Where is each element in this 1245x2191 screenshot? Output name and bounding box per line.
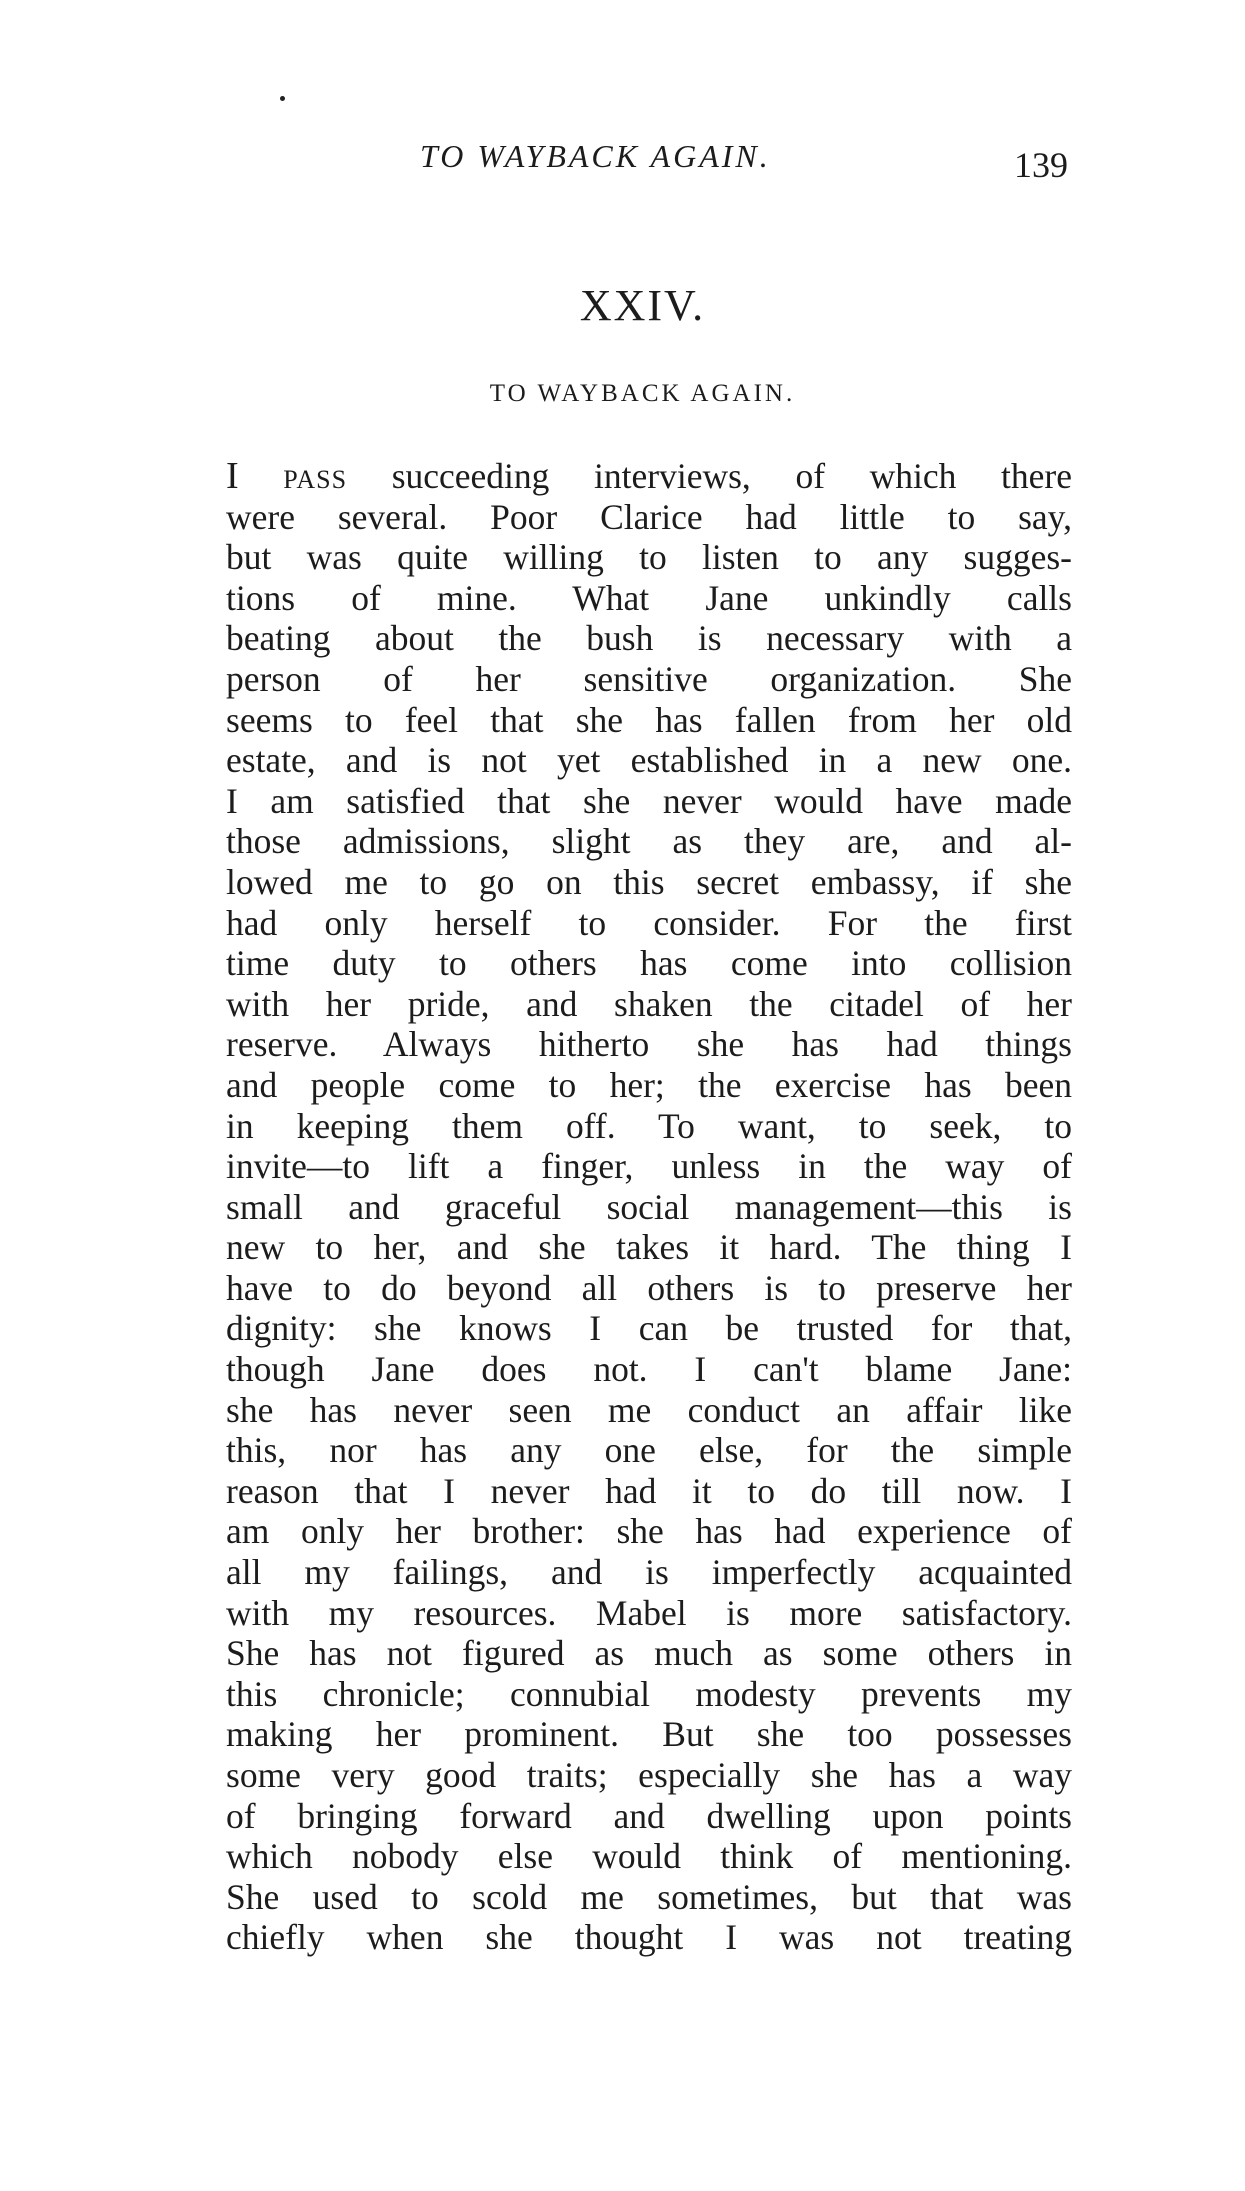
text-line: those admissions, slight as they are, and al- [226,821,1072,862]
text-line: with my resources. Mabel is more satisfactory. [226,1592,1072,1633]
text-line: She has not figured as much as some others in [226,1633,1072,1674]
text-line: of bringing forward and dwelling upon points [226,1795,1072,1836]
text-line: I am satisfied that she never would have made [226,780,1072,821]
text-line-1 [226,456,1072,497]
chapter-title: TO WAYBACK AGAIN. [489,380,796,407]
text-line: have to do beyond all others is to preserve her [226,1267,1072,1308]
page-number: 139 [1014,145,1068,185]
text-line: dignity: she knows I can be trusted for that, [226,1308,1072,1349]
initial-letter: I [226,456,239,497]
text-line: person of her sensitive organization. She [226,658,1072,699]
text-line: am only her brother: she has had experience of [226,1511,1072,1552]
text-line: invite—to lift a finger, unless in the way of [226,1146,1072,1187]
text-line: but was quite willing to listen to any sugges- [226,537,1072,578]
ink-speck [280,96,285,101]
text-line: lowed me to go on this secret embassy, if she [226,861,1072,902]
small-caps-word: PASS [283,465,348,494]
text-line: in keeping them off. To want, to seek, to [226,1105,1072,1146]
text-line: estate, and is not yet established in a new one. [226,740,1072,781]
text-line: new to her, and she takes it hard. The thing I [226,1227,1072,1268]
text-line: which nobody else would think of mentioning. [226,1836,1072,1877]
text-line: had only herself to consider. For the first [226,902,1072,943]
text-line: this chronicle; connubial modesty prevents my [226,1673,1072,1714]
text-line: reason that I never had it to do till now. I [226,1470,1072,1511]
text-line: making her prominent. But she too possesses [226,1714,1072,1755]
text-line: small and graceful social management—this is [226,1186,1072,1227]
text-line: time duty to others has come into collision [226,943,1072,984]
text-line: with her pride, and shaken the citadel of her [226,983,1072,1024]
text-line: were several. Poor Clarice had little to say, [226,496,1072,537]
text-line: tions of mine. What Jane unkindly calls [226,577,1072,618]
text-line: this, nor has any one else, for the simple [226,1430,1072,1471]
running-head: TO WAYBACK AGAIN. [420,138,771,174]
text-line: she has never seen me conduct an affair like [226,1389,1072,1430]
text-line: and people come to her; the exercise has been [226,1064,1072,1105]
chapter-number: XXIV. [579,281,706,330]
text-line: all my failings, and is imperfectly acquainted [226,1552,1072,1593]
text-line: though Jane does not. I can't blame Jane: [226,1349,1072,1390]
text-line: seems to feel that she has fallen from her old [226,699,1072,740]
body-text [226,456,1072,1958]
text-line: some very good traits; especially she has a way [226,1755,1072,1795]
opening-line-rest: succeeding interviews, of which there [347,456,1072,496]
text-line: beating about the bush is necessary with a [226,618,1072,659]
text-line: chiefly when she thought I was not treating [226,1917,1072,1958]
text-line: reserve. Always hitherto she has had things [226,1024,1072,1065]
text-line: She used to scold me sometimes, but that was [226,1876,1072,1917]
